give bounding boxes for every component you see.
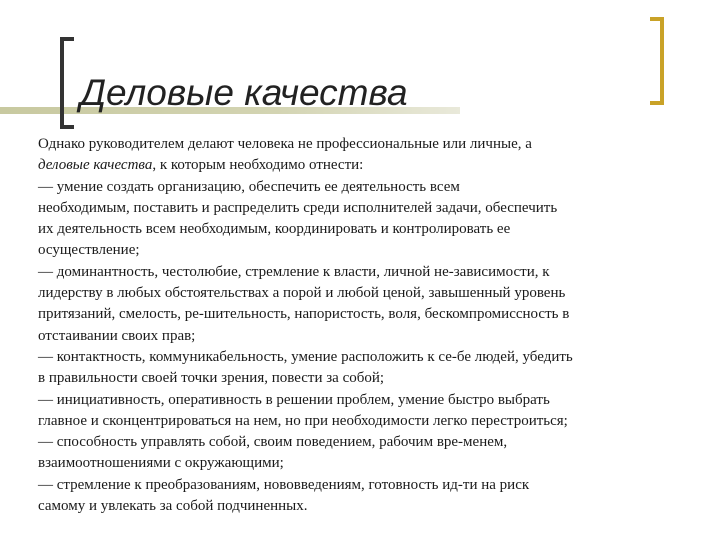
left-bracket-decoration bbox=[60, 37, 74, 129]
body-line: главное и сконцентрироваться на нем, но при необходимости легко перестроиться; bbox=[38, 412, 568, 429]
body-line: осуществление; bbox=[38, 242, 140, 259]
body-line: в правильности своей точки зрения, повести за собой; bbox=[38, 370, 385, 387]
body-line: их деятельность всем необходимым, координировать и контролировать ее bbox=[38, 221, 511, 238]
body-line: самому и увлекать за собой подчиненных. bbox=[38, 498, 308, 515]
body-line bbox=[38, 155, 708, 176]
body-line-rest: , к которым необходимо отнести: bbox=[152, 157, 364, 174]
body-line: — инициативность, оперативность в решении проблем, умение быстро выбрать bbox=[38, 391, 550, 408]
body-line: лидерству в любых обстоятельствах а порой и любой ценой, завышенный уровень bbox=[38, 285, 566, 302]
body-line: притязаний, смелость, ре-шительность, напористость, воля, бескомпромиссность в bbox=[38, 306, 570, 323]
body-line: отстаивании своих прав; bbox=[38, 327, 196, 344]
body-line: взаимоотношениями с окружающими; bbox=[38, 455, 284, 472]
emphasis-term: деловые качества bbox=[38, 157, 153, 174]
body-line: — умение создать организацию, обеспечить ее деятельность всем bbox=[38, 178, 460, 195]
body-line: — способность управлять собой, своим поведением, рабочим вре-менем, bbox=[38, 434, 508, 451]
body-line: — стремление к преобразованиям, нововведениям, готовность ид-ти на риск bbox=[38, 476, 530, 493]
body-line: Однако руководителем делают человека не профессиональные или личные, а bbox=[38, 136, 532, 152]
body-line: — контактность, коммуникабельность, умение расположить к се-бе людей, убедить bbox=[38, 348, 573, 365]
slide-body bbox=[38, 134, 708, 517]
body-line: — доминантность, честолюбие, стремление к власти, личной не-зависимости, к bbox=[38, 263, 550, 280]
right-bracket-decoration bbox=[650, 17, 664, 105]
slide-title: Деловые качества bbox=[80, 72, 408, 113]
body-line: необходимым, поставить и распределить среди исполнителей задачи, обеспечить bbox=[38, 199, 558, 216]
